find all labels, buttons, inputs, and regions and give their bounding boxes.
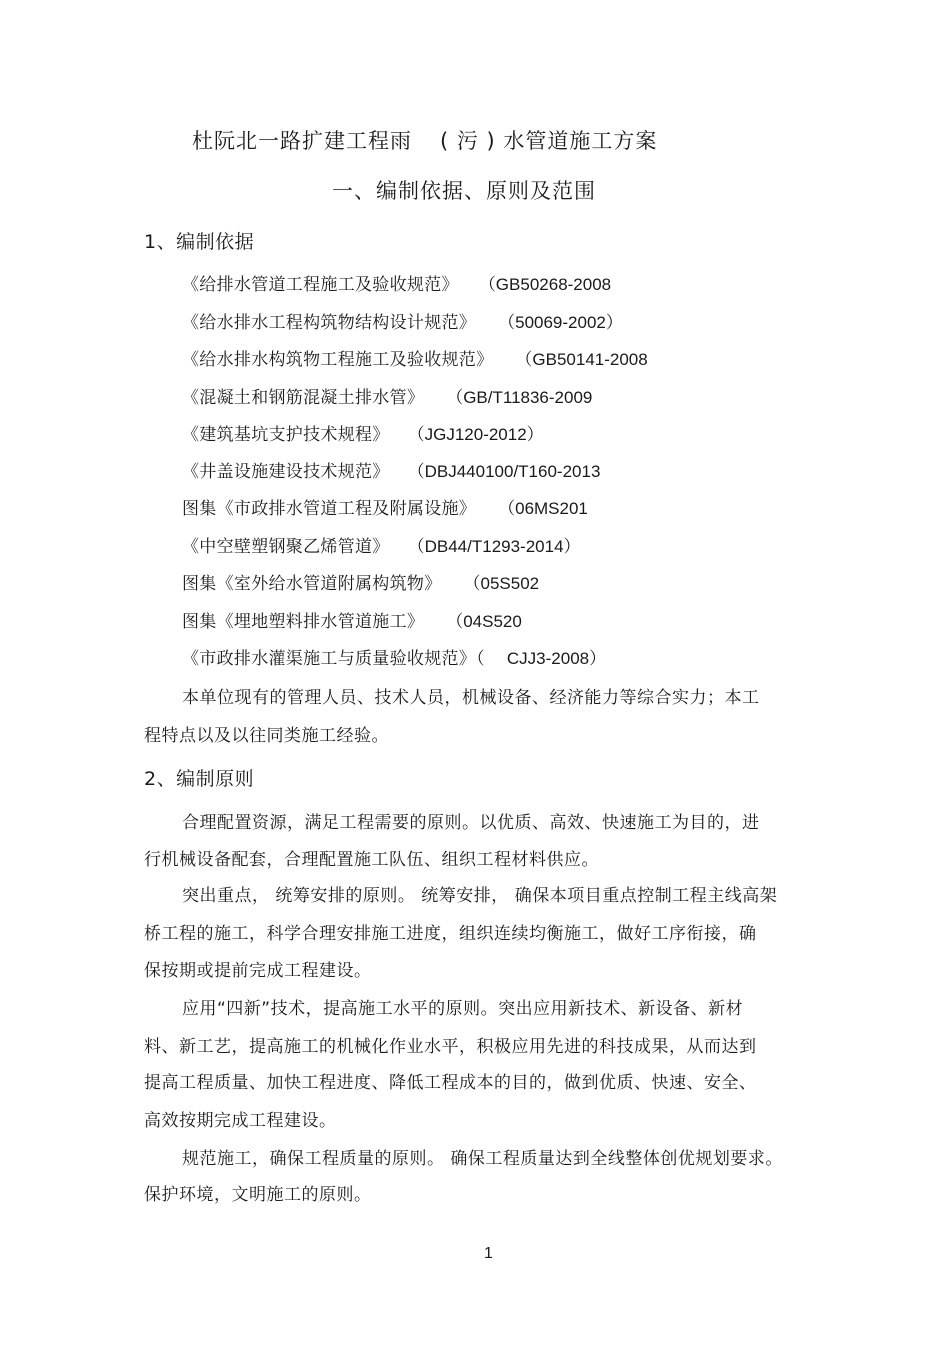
reference-code: （DBJ440100/T160-2013 <box>407 462 601 481</box>
reference-item <box>182 573 539 595</box>
reference-code: （JGJ120-2012） <box>407 425 544 444</box>
reference-name: 图集《室外给水管道附属构筑物》 <box>182 574 442 594</box>
paragraph-line: 高效按期完成工程建设。 <box>144 1111 337 1131</box>
paragraph-line: 桥工程的施工，科学合理安排施工进度，组织连续均衡施工，做好工序衔接，确 <box>144 924 757 944</box>
reference-item <box>182 274 611 296</box>
paragraph-line: 料、新工艺，提高施工的机械化作业水平，积极应用先进的科技成果，从而达到 <box>144 1037 757 1057</box>
reference-name: 《市政排水灌渠施工与质量验收规范》（ <box>182 649 485 669</box>
reference-code: （GB/T11836-2009 <box>446 388 593 407</box>
reference-item <box>182 349 648 371</box>
reference-name: 《给水排水工程构筑物结构设计规范》 <box>182 313 477 333</box>
reference-item <box>182 536 581 558</box>
paragraph-line: 程特点以及以往同类施工经验。 <box>144 726 389 746</box>
document-title <box>192 127 657 155</box>
reference-code: （DB44/T1293-2014） <box>407 537 581 556</box>
reference-name: 《建筑基坑支护技术规程》 <box>182 425 390 445</box>
paragraph-line: 规范施工，确保工程质量的原则。 确保工程质量达到全线整体创优规划要求。 <box>182 1149 783 1169</box>
paragraph-line: 应用“四新”技术，提高施工水平的原则。突出应用新技术、新设备、新材 <box>182 999 744 1019</box>
reference-item <box>182 387 592 409</box>
reference-item <box>182 424 544 446</box>
reference-code: （GB50141-2008 <box>515 350 648 369</box>
paragraph-line: 本单位现有的管理人员、技术人员，机械设备、经济能力等综合实力；本工 <box>182 688 760 708</box>
reference-item <box>182 648 606 670</box>
reference-name: 《给排水管道工程施工及验收规范》 <box>182 275 459 295</box>
reference-code: （50069-2002） <box>498 313 623 332</box>
paragraph-line: 保按期或提前完成工程建设。 <box>144 961 372 981</box>
reference-name: 《中空壁塑钢聚乙烯管道》 <box>182 537 390 557</box>
paragraph-line: 提高工程质量、加快工程进度、降低工程成本的目的，做到优质、快速、安全、 <box>144 1073 757 1093</box>
reference-code: （05S502 <box>463 574 540 593</box>
reference-code: （04S520 <box>446 612 522 631</box>
section-heading-principles: 2、编制原则 <box>144 768 255 790</box>
reference-name: 《井盖设施建设技术规范》 <box>182 462 390 482</box>
paragraph-line: 保护环境，文明施工的原则。 <box>144 1185 372 1205</box>
title-part-2: ( 污 ) 水管道施工方案 <box>440 129 658 153</box>
chapter-title: 一、编制依据、原则及范围 <box>332 179 596 203</box>
paragraph-line: 突出重点， 统筹安排的原则。 统筹安排， 确保本项目重点控制工程主线高架 <box>182 886 778 906</box>
reference-name: 《给水排水构筑物工程施工及验收规范》 <box>182 350 494 370</box>
page-number: 1 <box>484 1245 493 1262</box>
reference-item <box>182 461 600 483</box>
reference-code: （GB50268-2008 <box>478 275 612 294</box>
reference-item <box>182 611 522 633</box>
title-part-1: 杜阮北一路扩建工程雨 <box>192 129 412 153</box>
reference-name: 图集《市政排水管道工程及附属设施》 <box>182 499 477 519</box>
paragraph-line: 合理配置资源，满足工程需要的原则。以优质、高效、快速施工为目的，进 <box>182 813 760 833</box>
reference-name: 《混凝土和钢筋混凝土排水管》 <box>182 388 425 408</box>
reference-code: CJJ3-2008） <box>506 649 607 668</box>
section-heading-basis: 1、编制依据 <box>144 231 255 253</box>
reference-item <box>182 312 623 334</box>
reference-code: （06MS201 <box>498 499 588 518</box>
paragraph-line: 行机械设备配套，合理配置施工队伍、组织工程材料供应。 <box>144 850 599 870</box>
reference-name: 图集《埋地塑料排水管道施工》 <box>182 612 425 632</box>
reference-item <box>182 498 588 520</box>
